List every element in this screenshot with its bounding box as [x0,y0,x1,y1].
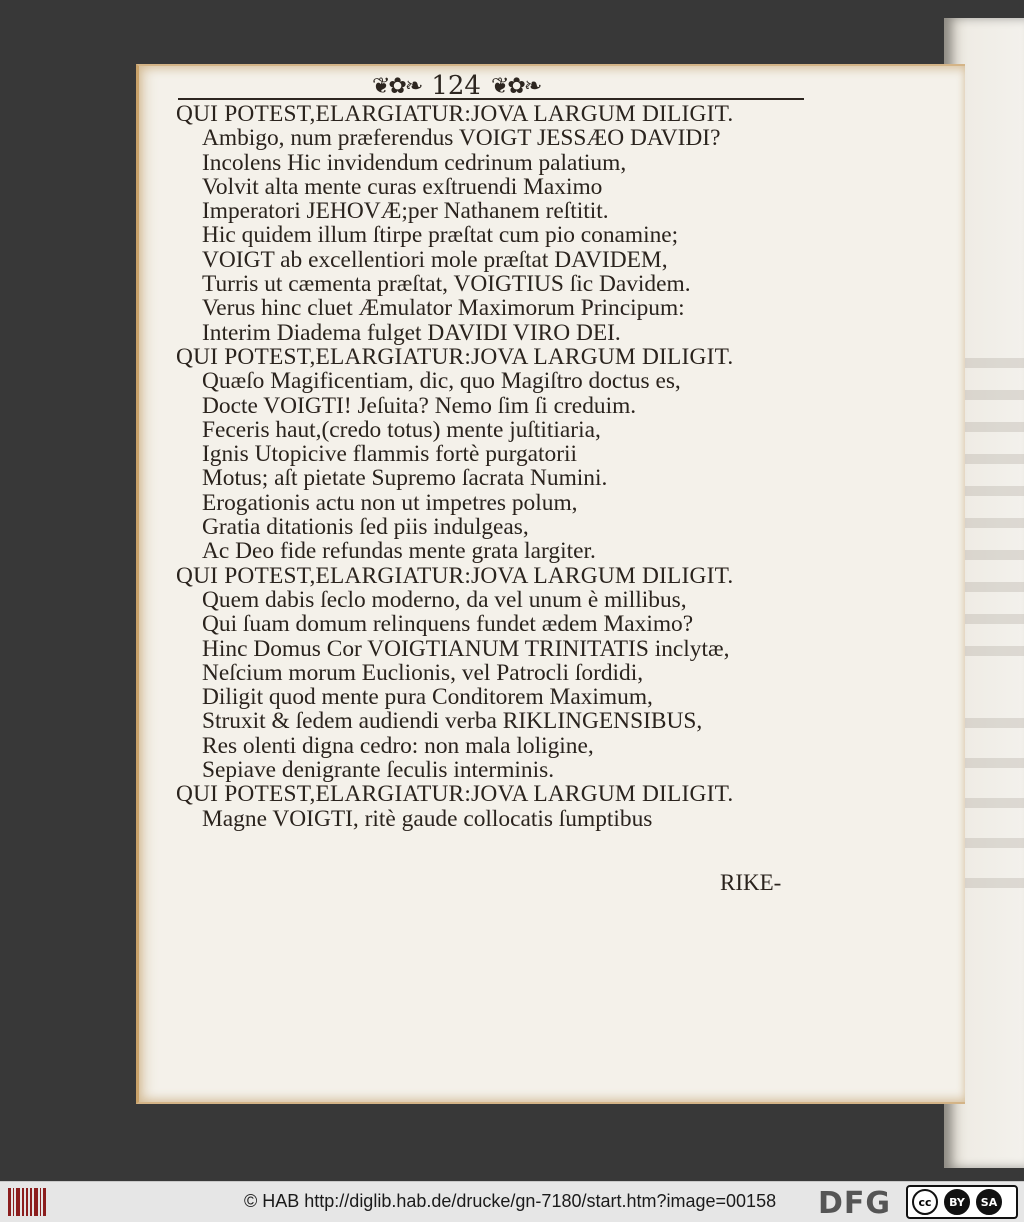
hab-barcode-logo [8,1188,46,1216]
verse-line: Motus; aſt pietate Supremo ſacrata Numini. [202,465,608,492]
refrain-line: QUI POTEST,ELARGIATUR:JOVA LARGUM DILIGIT. [176,781,734,808]
verse-line: Erogationis actu non ut impetres polum, [202,489,578,516]
viewer-footer [0,1181,1024,1222]
verse-line: Struxit & ſedem audiendi verba RIKLINGENSIBUS, [202,708,703,735]
header-rule [178,98,804,100]
verse-line: Hinc Domus Cor VOIGTIANUM TRINITATIS inclytæ, [202,635,730,662]
verse-line: Interim Diadema fulget DAVIDI VIRO DEI. [202,319,621,346]
verse-line: Qui ſuam domum relinquens fundet ædem Maximo? [202,611,694,638]
verse-line: Ac Deo fide refundas mente grata largiter. [202,538,596,565]
dfg-logo: DFG [818,1186,892,1221]
ornament-right: ❦✿❧ [490,73,541,99]
verse-line: Res olenti digna cedro: non mala loligine, [202,732,594,759]
refrain-line: QUI POTEST,ELARGIATUR:JOVA LARGUM DILIGIT. [176,562,734,589]
ornament-left: ❦✿❧ [372,73,422,99]
page-number: 124 [431,71,481,101]
verse-line: Verus hinc cluet Æmulator Maximorum Principum: [202,295,685,322]
verse-line: Diligit quod mente pura Conditorem Maximum, [202,684,653,711]
verse-line: Neſcium morum Euclionis, vel Patrocli ſordidi, [202,659,644,686]
copyright-link[interactable]: © HAB http://diglib.hab.de/drucke/gn-7180/start.htm?image=00158 [244,1191,777,1211]
refrain-line: QUI POTEST,ELARGIATUR:JOVA LARGUM DILIGIT. [176,343,734,370]
verse-line: Ignis Utopicive flammis fortè purgatorii [202,441,578,468]
verse-line: Magne VOIGTI, ritè gaude collocatis ſumptibus [202,805,653,832]
cc-license-badge[interactable] [906,1185,1018,1219]
verse-line: Volvit alta mente curas exſtruendi Maximo [202,173,603,200]
verse-line: Sepiave denigrante ſeculis interminis. [202,757,555,784]
refrain-line: QUI POTEST,ELARGIATUR:JOVA LARGUM DILIGIT. [176,101,734,127]
verse-line: Quem dabis ſeclo moderno, da vel unum è millibus, [202,586,687,613]
verse-line: Docte VOIGTI! Jeſuita? Nemo ſim ſi creduim. [202,392,637,419]
catchword: RIKE- [720,870,782,895]
verse-line: Hic quidem illum ſtirpe præſtat cum pio conamine; [202,222,679,249]
verse-line: Incolens Hic invidendum cedrinum palatium, [202,149,627,176]
verse-line: Gratia ditationis ſed piis indulgeas, [202,514,529,541]
sa-icon: SA [976,1189,1002,1215]
verse-line: Turris ut cæmenta præſtat, VOIGTIUS ſic Davidem. [202,271,691,298]
poem-text [176,102,816,831]
by-icon: BY [944,1189,970,1215]
verse-line: Imperatori JEHOVÆ;per Nathanem reſtitit. [202,198,609,225]
verse-line: Ambigo, num præferendus VOIGT JESSÆO DAVIDI? [202,125,721,152]
cc-icon: cc [912,1189,938,1215]
verse-line: Quæſo Magificentiam, dic, quo Magiſtro doctus es, [202,368,681,395]
verse-line: Feceris haut,(credo totus) mente juſtitiaria, [202,416,601,443]
verse-line: VOIGT ab excellentiori mole præſtat DAVIDEM, [202,246,668,273]
